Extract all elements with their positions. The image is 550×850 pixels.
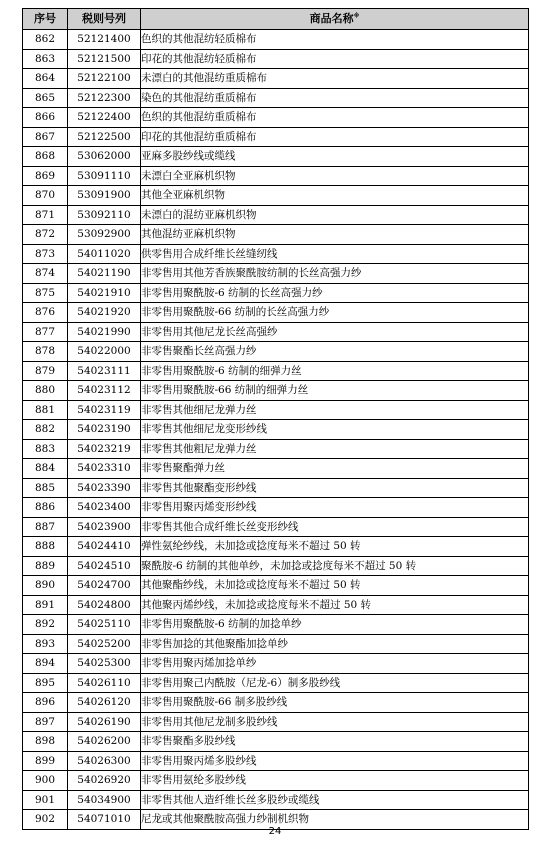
cell-name: 尼龙或其他聚酰胺高强力纱制机织物 — [141, 810, 529, 830]
table-row — [23, 517, 529, 537]
table-row — [23, 361, 529, 381]
cell-name: 供零售用合成纤维长丝缝纫线 — [141, 244, 529, 264]
table-row — [23, 751, 529, 771]
cell-seq: 869 — [23, 166, 68, 186]
cell-seq: 893 — [23, 634, 68, 654]
cell-code: 53091110 — [68, 166, 141, 186]
cell-seq: 873 — [23, 244, 68, 264]
table-row — [23, 478, 529, 498]
cell-code: 54024700 — [68, 576, 141, 596]
cell-code: 54023111 — [68, 361, 141, 381]
cell-seq: 874 — [23, 264, 68, 284]
cell-name: 非零售其他细尼龙变形纱线 — [141, 420, 529, 440]
table-row — [23, 498, 529, 518]
table-row — [23, 322, 529, 342]
cell-name: 未漂白全亚麻机织物 — [141, 166, 529, 186]
cell-seq: 901 — [23, 790, 68, 810]
cell-name: 未漂白的混纺亚麻机织物 — [141, 205, 529, 225]
cell-seq: 883 — [23, 439, 68, 459]
cell-name: 非零售用聚酰胺-6 纺制的长丝高强力纱 — [141, 283, 529, 303]
table-row — [23, 166, 529, 186]
header-name-label: 商品名称 — [309, 12, 354, 25]
cell-name: 非零售聚酯弹力丝 — [141, 459, 529, 479]
cell-code: 54026300 — [68, 751, 141, 771]
cell-seq: 892 — [23, 615, 68, 635]
cell-seq: 884 — [23, 459, 68, 479]
table-row — [23, 615, 529, 635]
table-row — [23, 303, 529, 323]
table-row — [23, 673, 529, 693]
table-row — [23, 790, 529, 810]
cell-code: 54021190 — [68, 264, 141, 284]
table-row — [23, 264, 529, 284]
cell-name: 非零售用聚酰胺-66 纺制的长丝高强力纱 — [141, 303, 529, 323]
cell-seq: 885 — [23, 478, 68, 498]
cell-seq: 881 — [23, 400, 68, 420]
table-body — [23, 30, 529, 830]
tariff-table — [22, 8, 529, 830]
table-row — [23, 595, 529, 615]
table-row — [23, 537, 529, 557]
cell-seq: 887 — [23, 517, 68, 537]
cell-code: 54023190 — [68, 420, 141, 440]
table-row — [23, 400, 529, 420]
cell-seq: 899 — [23, 751, 68, 771]
cell-seq: 865 — [23, 88, 68, 108]
cell-seq: 879 — [23, 361, 68, 381]
cell-seq: 888 — [23, 537, 68, 557]
table-row — [23, 732, 529, 752]
cell-seq: 895 — [23, 673, 68, 693]
cell-code: 54026110 — [68, 673, 141, 693]
cell-code: 54021990 — [68, 322, 141, 342]
cell-code: 54025300 — [68, 654, 141, 674]
table-row — [23, 283, 529, 303]
cell-name: 色织的其他混纺轻质棉布 — [141, 30, 529, 50]
cell-code: 53092900 — [68, 225, 141, 245]
table-row — [23, 342, 529, 362]
cell-seq: 897 — [23, 712, 68, 732]
cell-name: 其他聚丙烯纱线，未加捻或捻度每米不超过 50 转 — [141, 595, 529, 615]
table-header — [23, 9, 529, 30]
cell-code: 52121400 — [68, 30, 141, 50]
cell-name: 色织的其他混纺重质棉布 — [141, 108, 529, 128]
cell-seq: 900 — [23, 771, 68, 791]
cell-name: 亚麻多股纱线或缆线 — [141, 147, 529, 167]
cell-code: 54071010 — [68, 810, 141, 830]
table-row — [23, 225, 529, 245]
cell-name: 非零售用聚酰胺-6 纺制的细弹力丝 — [141, 361, 529, 381]
cell-name: 非零售用聚酰胺-66 纺制的细弹力丝 — [141, 381, 529, 401]
cell-seq: 898 — [23, 732, 68, 752]
cell-name: 非零售加捻的其他聚酯加捻单纱 — [141, 634, 529, 654]
table-row — [23, 88, 529, 108]
cell-code: 54023112 — [68, 381, 141, 401]
cell-code: 54024800 — [68, 595, 141, 615]
table-row — [23, 712, 529, 732]
header-seq: 序号 — [23, 9, 68, 30]
cell-name: 聚酰胺-6 纺制的其他单纱，未加捻或捻度每米不超过 50 转 — [141, 556, 529, 576]
cell-name: 非零售聚酯长丝高强力纱 — [141, 342, 529, 362]
cell-name: 非零售聚酯多股纱线 — [141, 732, 529, 752]
cell-code: 52121500 — [68, 49, 141, 69]
cell-code: 52122300 — [68, 88, 141, 108]
cell-seq: 889 — [23, 556, 68, 576]
cell-name: 非零售用聚己内酰胺（尼龙-6）制多股纱线 — [141, 673, 529, 693]
cell-code: 54011020 — [68, 244, 141, 264]
table-row — [23, 556, 529, 576]
cell-code: 54023900 — [68, 517, 141, 537]
cell-name: 非零售用其他芳香族聚酰胺纺制的长丝高强力纱 — [141, 264, 529, 284]
cell-name: 非零售用氨纶多股纱线 — [141, 771, 529, 791]
cell-code: 54024510 — [68, 556, 141, 576]
table-row — [23, 186, 529, 206]
cell-name: 非零售其他合成纤维长丝变形纱线 — [141, 517, 529, 537]
cell-name: 非零售其他聚酯变形纱线 — [141, 478, 529, 498]
table-row — [23, 147, 529, 167]
table-row — [23, 49, 529, 69]
cell-seq: 862 — [23, 30, 68, 50]
cell-code: 54024410 — [68, 537, 141, 557]
cell-name: 弹性氨纶纱线，未加捻或捻度每米不超过 50 转 — [141, 537, 529, 557]
cell-code: 53091900 — [68, 186, 141, 206]
table-row — [23, 108, 529, 128]
cell-seq: 872 — [23, 225, 68, 245]
cell-name: 非零售用聚酰胺-6 纺制的加捻单纱 — [141, 615, 529, 635]
cell-code: 54023119 — [68, 400, 141, 420]
cell-name: 非零售用其他尼龙制多股纱线 — [141, 712, 529, 732]
cell-name: 非零售其他粗尼龙弹力丝 — [141, 439, 529, 459]
cell-name: 非零售其他人造纤维长丝多股纱或缆线 — [141, 790, 529, 810]
cell-code: 54023219 — [68, 439, 141, 459]
cell-seq: 876 — [23, 303, 68, 323]
table-row — [23, 459, 529, 479]
table-row — [23, 69, 529, 89]
cell-seq: 875 — [23, 283, 68, 303]
header-row — [23, 9, 529, 30]
header-name — [141, 9, 529, 30]
cell-code: 52122400 — [68, 108, 141, 128]
cell-name: 染色的其他混纺重质棉布 — [141, 88, 529, 108]
cell-seq: 882 — [23, 420, 68, 440]
cell-name: 其他聚酯纱线，未加捻或捻度每米不超过 50 转 — [141, 576, 529, 596]
table-row — [23, 127, 529, 147]
header-name-note: ※ — [353, 12, 360, 20]
cell-code: 53092110 — [68, 205, 141, 225]
cell-name: 非零售用聚丙烯变形纱线 — [141, 498, 529, 518]
cell-code: 54026920 — [68, 771, 141, 791]
cell-seq: 896 — [23, 693, 68, 713]
table-row — [23, 576, 529, 596]
cell-code: 54021920 — [68, 303, 141, 323]
cell-seq: 868 — [23, 147, 68, 167]
cell-code: 54034900 — [68, 790, 141, 810]
cell-code: 54023310 — [68, 459, 141, 479]
cell-seq: 870 — [23, 186, 68, 206]
header-code: 税则号列 — [68, 9, 141, 30]
table-row — [23, 244, 529, 264]
cell-code: 54021910 — [68, 283, 141, 303]
table-row — [23, 205, 529, 225]
cell-seq: 886 — [23, 498, 68, 518]
cell-code: 54025110 — [68, 615, 141, 635]
table-row — [23, 420, 529, 440]
cell-code: 54026120 — [68, 693, 141, 713]
cell-code: 54023390 — [68, 478, 141, 498]
cell-code: 54026200 — [68, 732, 141, 752]
cell-name: 非零售其他细尼龙弹力丝 — [141, 400, 529, 420]
cell-seq: 894 — [23, 654, 68, 674]
cell-code: 54022000 — [68, 342, 141, 362]
cell-name: 非零售用聚丙烯多股纱线 — [141, 751, 529, 771]
cell-name: 非零售用其他尼龙长丝高强纱 — [141, 322, 529, 342]
cell-code: 54025200 — [68, 634, 141, 654]
table-row — [23, 30, 529, 50]
cell-name: 其他全亚麻机织物 — [141, 186, 529, 206]
table-row — [23, 771, 529, 791]
cell-seq: 880 — [23, 381, 68, 401]
cell-seq: 878 — [23, 342, 68, 362]
cell-name: 未漂白的其他混纺重质棉布 — [141, 69, 529, 89]
cell-code: 52122100 — [68, 69, 141, 89]
cell-name: 非零售用聚酰胺-66 制多股纱线 — [141, 693, 529, 713]
page-number: 24 — [268, 826, 282, 837]
table-row — [23, 693, 529, 713]
table-row — [23, 654, 529, 674]
cell-seq: 863 — [23, 49, 68, 69]
cell-seq: 877 — [23, 322, 68, 342]
cell-name: 印花的其他混纺重质棉布 — [141, 127, 529, 147]
cell-code: 54023400 — [68, 498, 141, 518]
cell-seq: 866 — [23, 108, 68, 128]
cell-code: 53062000 — [68, 147, 141, 167]
cell-name: 印花的其他混纺轻质棉布 — [141, 49, 529, 69]
table-row — [23, 634, 529, 654]
cell-name: 其他混纺亚麻机织物 — [141, 225, 529, 245]
cell-seq: 891 — [23, 595, 68, 615]
table-row — [23, 439, 529, 459]
cell-name: 非零售用聚丙烯加捻单纱 — [141, 654, 529, 674]
cell-seq: 867 — [23, 127, 68, 147]
cell-seq: 890 — [23, 576, 68, 596]
cell-seq: 902 — [23, 810, 68, 830]
table-row — [23, 381, 529, 401]
cell-seq: 864 — [23, 69, 68, 89]
cell-code: 52122500 — [68, 127, 141, 147]
cell-code: 54026190 — [68, 712, 141, 732]
cell-seq: 871 — [23, 205, 68, 225]
